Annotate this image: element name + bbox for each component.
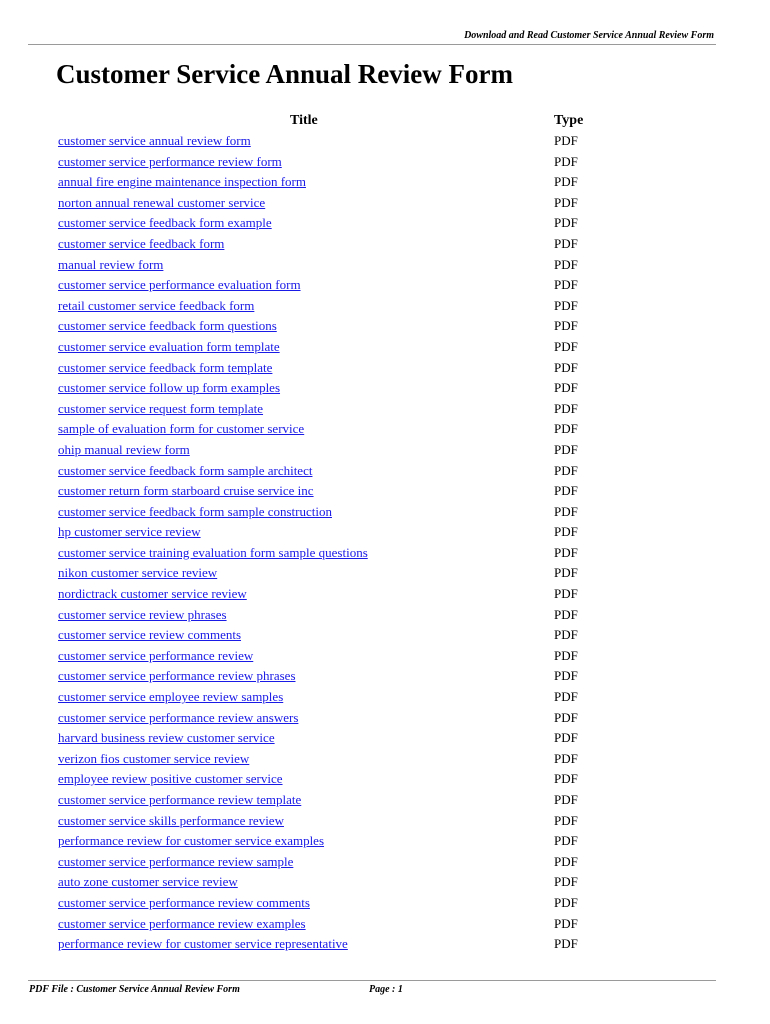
file-type-label: PDF bbox=[554, 421, 578, 437]
list-item bbox=[0, 791, 770, 812]
document-link[interactable]: customer service request form template bbox=[58, 400, 264, 416]
list-item bbox=[0, 359, 770, 380]
file-type-label: PDF bbox=[554, 565, 578, 581]
file-type-label: PDF bbox=[554, 586, 578, 602]
file-type-label: PDF bbox=[554, 441, 578, 457]
file-type-label: PDF bbox=[554, 771, 578, 787]
list-item bbox=[0, 503, 770, 524]
file-type-label: PDF bbox=[554, 812, 578, 828]
list-item bbox=[0, 379, 770, 400]
file-type-label: PDF bbox=[554, 668, 578, 684]
file-type-label: PDF bbox=[554, 709, 578, 725]
list-item bbox=[0, 729, 770, 750]
file-type-label: PDF bbox=[554, 153, 578, 169]
file-type-label: PDF bbox=[554, 627, 578, 643]
list-item bbox=[0, 812, 770, 833]
document-link[interactable]: performance review for customer service representative bbox=[58, 936, 348, 952]
document-link[interactable]: customer service performance review sample bbox=[58, 853, 294, 869]
file-type-label: PDF bbox=[554, 359, 578, 375]
list-item bbox=[0, 853, 770, 874]
document-link[interactable]: annual fire engine maintenance inspection form bbox=[58, 174, 306, 190]
document-link[interactable]: customer service feedback form questions bbox=[58, 318, 277, 334]
document-link[interactable]: customer service performance evaluation form bbox=[58, 277, 301, 293]
document-link[interactable]: employee review positive customer service bbox=[58, 771, 283, 787]
document-link[interactable]: customer service performance review phrases bbox=[58, 668, 296, 684]
document-link[interactable]: customer service review comments bbox=[58, 627, 242, 643]
list-item bbox=[0, 153, 770, 174]
file-type-label: PDF bbox=[554, 503, 578, 519]
file-type-label: PDF bbox=[554, 318, 578, 334]
document-link[interactable]: customer service review phrases bbox=[58, 606, 227, 622]
file-type-label: PDF bbox=[554, 400, 578, 416]
list-item bbox=[0, 585, 770, 606]
file-type-label: PDF bbox=[554, 380, 578, 396]
document-link[interactable]: customer return form starboard cruise service inc bbox=[58, 483, 314, 499]
document-link[interactable]: nordictrack customer service review bbox=[58, 586, 247, 602]
document-link[interactable]: auto zone customer service review bbox=[58, 874, 238, 890]
list-item bbox=[0, 667, 770, 688]
document-link[interactable]: customer service skills performance review bbox=[58, 812, 284, 828]
list-item bbox=[0, 173, 770, 194]
document-list bbox=[0, 132, 770, 956]
list-item bbox=[0, 709, 770, 730]
file-type-label: PDF bbox=[554, 133, 578, 148]
file-type-label: PDF bbox=[554, 277, 578, 293]
list-item bbox=[0, 750, 770, 771]
file-type-label: PDF bbox=[554, 792, 578, 807]
file-type-label: PDF bbox=[554, 833, 578, 849]
document-link[interactable]: harvard business review customer service bbox=[58, 730, 275, 746]
file-type-label: PDF bbox=[554, 750, 578, 766]
list-item bbox=[0, 132, 770, 153]
document-link[interactable]: customer service performance review bbox=[58, 647, 254, 663]
header-divider bbox=[28, 44, 716, 45]
document-link[interactable]: customer service feedback form template bbox=[58, 359, 273, 375]
document-link[interactable]: customer service follow up form examples bbox=[58, 380, 281, 396]
file-type-label: PDF bbox=[554, 338, 578, 354]
list-item bbox=[0, 832, 770, 853]
file-type-label: PDF bbox=[554, 297, 578, 313]
list-item bbox=[0, 688, 770, 709]
document-link[interactable]: retail customer service feedback form bbox=[58, 297, 255, 313]
column-header-title: Title bbox=[290, 113, 318, 128]
list-item bbox=[0, 935, 770, 956]
file-type-label: PDF bbox=[554, 730, 578, 746]
file-type-label: PDF bbox=[554, 894, 578, 910]
document-link[interactable]: customer service annual review form bbox=[58, 133, 251, 148]
list-item bbox=[0, 915, 770, 936]
file-type-label: PDF bbox=[554, 936, 578, 952]
document-link[interactable]: customer service feedback form bbox=[58, 235, 225, 251]
footer-file-label: PDF File : Customer Service Annual Review Form bbox=[29, 984, 240, 995]
list-item bbox=[0, 400, 770, 421]
list-item bbox=[0, 276, 770, 297]
list-item bbox=[0, 194, 770, 215]
list-item bbox=[0, 606, 770, 627]
list-item bbox=[0, 544, 770, 565]
file-type-label: PDF bbox=[554, 853, 578, 869]
file-type-label: PDF bbox=[554, 874, 578, 890]
list-item bbox=[0, 873, 770, 894]
file-type-label: PDF bbox=[554, 174, 578, 190]
list-item bbox=[0, 420, 770, 441]
file-type-label: PDF bbox=[554, 915, 578, 931]
document-link[interactable]: customer service training evaluation form sample questions bbox=[58, 544, 368, 560]
file-type-label: PDF bbox=[554, 689, 578, 705]
list-item bbox=[0, 770, 770, 791]
file-type-label: PDF bbox=[554, 256, 578, 272]
list-item bbox=[0, 626, 770, 647]
page-header: Download and Read Customer Service Annual Review Form bbox=[464, 30, 714, 41]
file-type-label: PDF bbox=[554, 215, 578, 231]
document-link[interactable]: customer service performance review template bbox=[58, 792, 302, 807]
document-link[interactable]: performance review for customer service examples bbox=[58, 833, 325, 849]
list-item bbox=[0, 482, 770, 503]
list-item bbox=[0, 894, 770, 915]
list-item bbox=[0, 256, 770, 277]
document-link[interactable]: nikon customer service review bbox=[58, 565, 218, 581]
document-link[interactable]: customer service evaluation form template bbox=[58, 338, 280, 354]
document-link[interactable]: customer service performance review examples bbox=[58, 915, 306, 931]
document-link[interactable]: customer service feedback form sample construction bbox=[58, 503, 332, 519]
list-item bbox=[0, 214, 770, 235]
file-type-label: PDF bbox=[554, 194, 578, 210]
document-link[interactable]: customer service feedback form sample architect bbox=[58, 462, 313, 478]
list-item bbox=[0, 462, 770, 483]
document-link[interactable]: customer service employee review samples bbox=[58, 689, 284, 705]
document-link[interactable]: norton annual renewal customer service bbox=[58, 194, 266, 210]
file-type-label: PDF bbox=[554, 235, 578, 251]
file-type-label: PDF bbox=[554, 544, 578, 560]
list-item bbox=[0, 523, 770, 544]
list-item bbox=[0, 297, 770, 318]
document-link[interactable]: customer service performance review comments bbox=[58, 894, 310, 910]
list-item bbox=[0, 441, 770, 462]
document-link[interactable]: ohip manual review form bbox=[58, 441, 190, 457]
document-link[interactable]: sample of evaluation form for customer service bbox=[58, 421, 305, 437]
file-type-label: PDF bbox=[554, 462, 578, 478]
file-type-label: PDF bbox=[554, 483, 578, 499]
footer-divider bbox=[28, 980, 716, 981]
document-link[interactable]: hp customer service review bbox=[58, 524, 201, 540]
document-link[interactable]: customer service performance review answers bbox=[58, 709, 299, 725]
file-type-label: PDF bbox=[554, 606, 578, 622]
list-item bbox=[0, 564, 770, 585]
list-item bbox=[0, 338, 770, 359]
document-link[interactable]: manual review form bbox=[58, 256, 164, 272]
file-type-label: PDF bbox=[554, 647, 578, 663]
document-link[interactable]: customer service feedback form example bbox=[58, 215, 272, 231]
list-item bbox=[0, 317, 770, 338]
column-header-type: Type bbox=[554, 113, 584, 128]
list-item bbox=[0, 647, 770, 668]
document-title: Customer Service Annual Review Form bbox=[56, 59, 513, 89]
document-link[interactable]: verizon fios customer service review bbox=[58, 750, 250, 766]
document-link[interactable]: customer service performance review form bbox=[58, 153, 282, 169]
file-type-label: PDF bbox=[554, 524, 578, 540]
list-item bbox=[0, 235, 770, 256]
footer-page-number: Page : 1 bbox=[369, 984, 403, 995]
